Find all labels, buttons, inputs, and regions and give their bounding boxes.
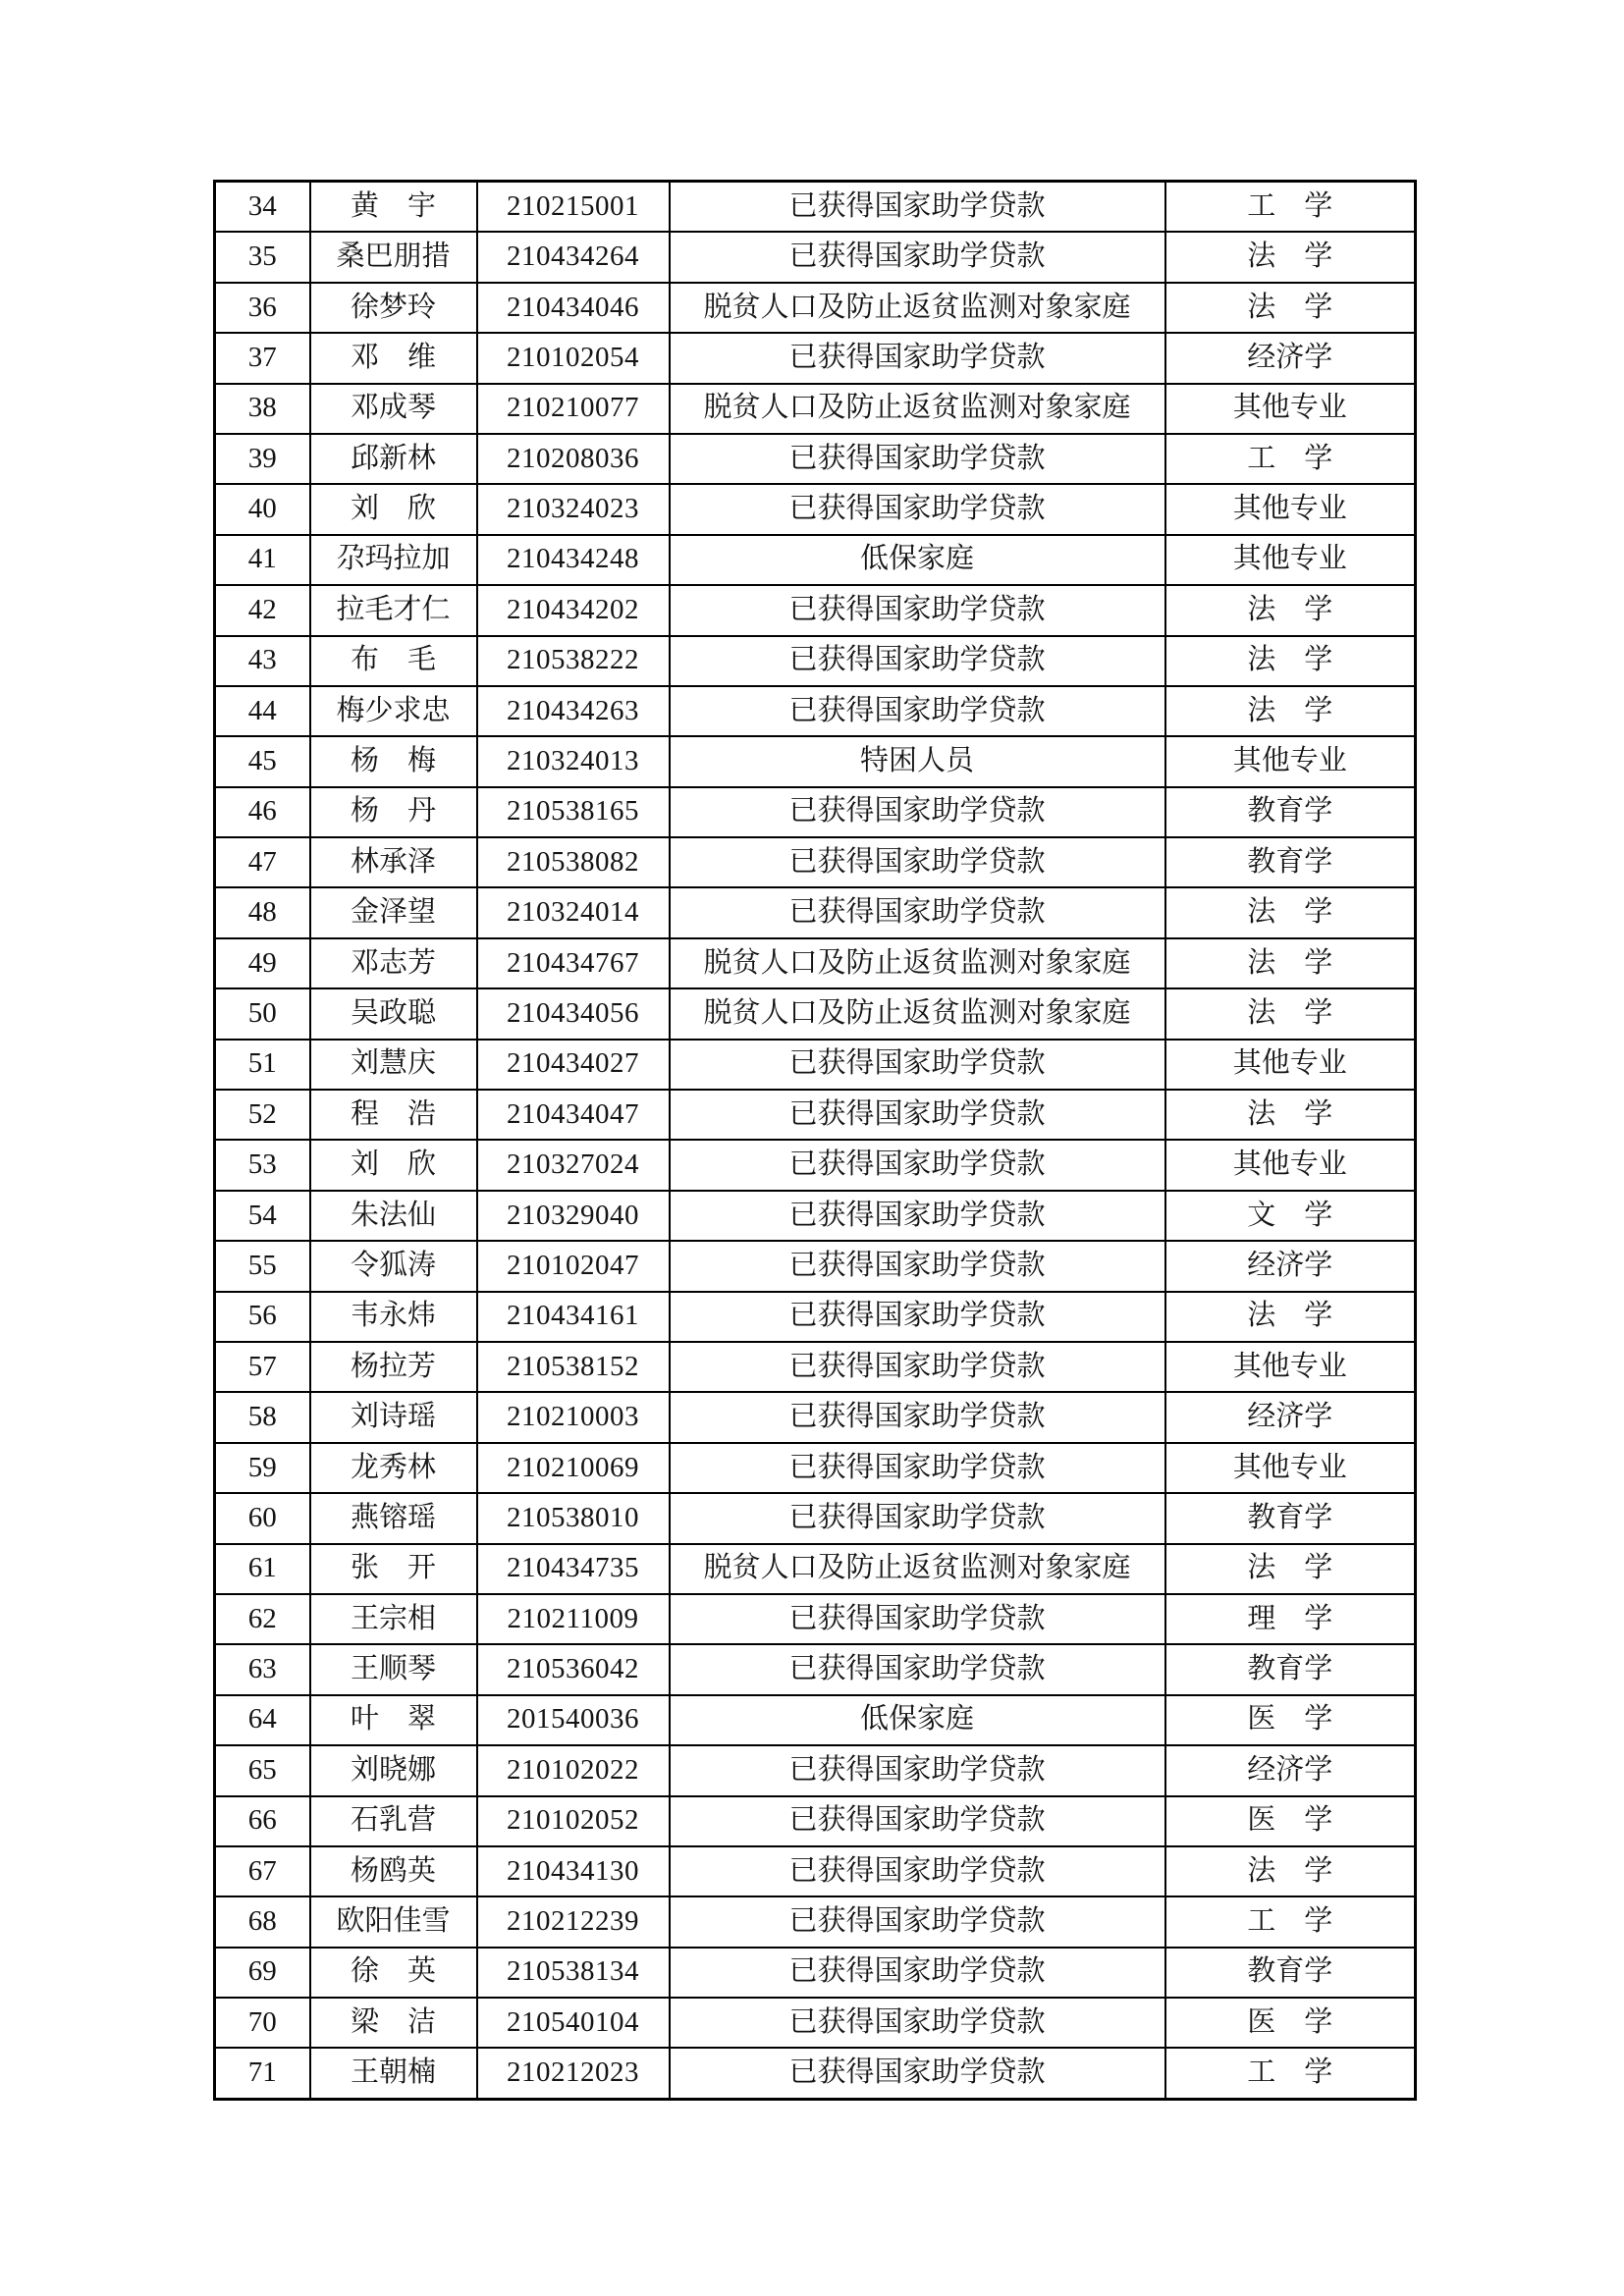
- table-row: [215, 1695, 1416, 1745]
- row-number-cell: 49: [215, 938, 310, 988]
- row-number-cell: 56: [215, 1292, 310, 1342]
- funding-category-cell: 已获得国家助学贷款: [670, 837, 1165, 887]
- student-name-cell: 程 浩: [310, 1090, 477, 1140]
- discipline-cell: 文 学: [1165, 1191, 1416, 1241]
- row-number-cell: 59: [215, 1443, 310, 1493]
- student-name-cell: 邓 维: [310, 333, 477, 383]
- student-name-cell: 燕镕瑶: [310, 1493, 477, 1543]
- row-number-cell: 60: [215, 1493, 310, 1543]
- funding-category-cell: 脱贫人口及防止返贫监测对象家庭: [670, 283, 1165, 333]
- row-number-cell: 57: [215, 1342, 310, 1392]
- table-row: [215, 535, 1416, 585]
- student-name-cell: 刘慧庆: [310, 1040, 477, 1090]
- row-number-cell: 47: [215, 837, 310, 887]
- discipline-cell: 法 学: [1165, 1846, 1416, 1896]
- discipline-cell: 其他专业: [1165, 1443, 1416, 1493]
- row-number-cell: 38: [215, 384, 310, 434]
- row-number-cell: 40: [215, 484, 310, 534]
- table-row: [215, 1241, 1416, 1291]
- discipline-cell: 其他专业: [1165, 484, 1416, 534]
- table-body: [215, 182, 1416, 2100]
- discipline-cell: 法 学: [1165, 1292, 1416, 1342]
- student-id-cell: 210212023: [477, 2048, 670, 2099]
- discipline-cell: 法 学: [1165, 1090, 1416, 1140]
- discipline-cell: 教育学: [1165, 1948, 1416, 1998]
- student-id-cell: 210434202: [477, 585, 670, 635]
- row-number-cell: 67: [215, 1846, 310, 1896]
- table-row: [215, 787, 1416, 837]
- funding-category-cell: 已获得国家助学贷款: [670, 1644, 1165, 1694]
- table-row: [215, 1493, 1416, 1543]
- student-name-cell: 徐梦玲: [310, 283, 477, 333]
- discipline-cell: 教育学: [1165, 1493, 1416, 1543]
- student-name-cell: 杨 梅: [310, 736, 477, 786]
- row-number-cell: 71: [215, 2048, 310, 2099]
- student-name-cell: 吴政聪: [310, 988, 477, 1039]
- discipline-cell: 法 学: [1165, 938, 1416, 988]
- table-row: [215, 182, 1416, 233]
- discipline-cell: 其他专业: [1165, 736, 1416, 786]
- discipline-cell: 医 学: [1165, 1796, 1416, 1846]
- student-id-cell: 210434161: [477, 1292, 670, 1342]
- row-number-cell: 66: [215, 1796, 310, 1846]
- student-name-cell: 龙秀林: [310, 1443, 477, 1493]
- row-number-cell: 34: [215, 182, 310, 233]
- table-row: [215, 1392, 1416, 1442]
- student-name-cell: 金泽望: [310, 887, 477, 937]
- discipline-cell: 法 学: [1165, 232, 1416, 282]
- table-row: [215, 283, 1416, 333]
- row-number-cell: 54: [215, 1191, 310, 1241]
- discipline-cell: 其他专业: [1165, 1140, 1416, 1190]
- student-name-cell: 桑巴朋措: [310, 232, 477, 282]
- funding-category-cell: 脱贫人口及防止返贫监测对象家庭: [670, 1544, 1165, 1594]
- student-name-cell: 石乳营: [310, 1796, 477, 1846]
- student-id-cell: 210102054: [477, 333, 670, 383]
- student-id-cell: 210102047: [477, 1241, 670, 1291]
- discipline-cell: 医 学: [1165, 1695, 1416, 1745]
- student-name-cell: 梁 洁: [310, 1998, 477, 2048]
- student-name-cell: 杨拉芳: [310, 1342, 477, 1392]
- discipline-cell: 经济学: [1165, 1241, 1416, 1291]
- table-row: [215, 636, 1416, 686]
- table-row: [215, 1948, 1416, 1998]
- table-row: [215, 1342, 1416, 1392]
- table-row: [215, 2048, 1416, 2099]
- student-id-cell: 210215001: [477, 182, 670, 233]
- student-id-cell: 210210069: [477, 1443, 670, 1493]
- discipline-cell: 工 学: [1165, 434, 1416, 484]
- discipline-cell: 医 学: [1165, 1998, 1416, 2048]
- table-row: [215, 1644, 1416, 1694]
- student-id-cell: 210434735: [477, 1544, 670, 1594]
- student-funding-table: [213, 180, 1417, 2101]
- discipline-cell: 工 学: [1165, 2048, 1416, 2099]
- student-id-cell: 210538222: [477, 636, 670, 686]
- student-id-cell: 210211009: [477, 1594, 670, 1644]
- row-number-cell: 46: [215, 787, 310, 837]
- funding-category-cell: 已获得国家助学贷款: [670, 1998, 1165, 2048]
- funding-category-cell: 已获得国家助学贷款: [670, 1594, 1165, 1644]
- student-id-cell: 210538152: [477, 1342, 670, 1392]
- student-name-cell: 邓志芳: [310, 938, 477, 988]
- funding-category-cell: 已获得国家助学贷款: [670, 182, 1165, 233]
- funding-category-cell: 已获得国家助学贷款: [670, 1241, 1165, 1291]
- table-row: [215, 1040, 1416, 1090]
- discipline-cell: 教育学: [1165, 837, 1416, 887]
- table-row: [215, 1292, 1416, 1342]
- student-id-cell: 210208036: [477, 434, 670, 484]
- funding-category-cell: 已获得国家助学贷款: [670, 1948, 1165, 1998]
- student-name-cell: 刘晓娜: [310, 1745, 477, 1795]
- funding-category-cell: 已获得国家助学贷款: [670, 1040, 1165, 1090]
- table-row: [215, 686, 1416, 736]
- funding-category-cell: 已获得国家助学贷款: [670, 434, 1165, 484]
- student-name-cell: 邱新林: [310, 434, 477, 484]
- row-number-cell: 69: [215, 1948, 310, 1998]
- student-name-cell: 张 开: [310, 1544, 477, 1594]
- discipline-cell: 法 学: [1165, 585, 1416, 635]
- funding-category-cell: 已获得国家助学贷款: [670, 1392, 1165, 1442]
- funding-category-cell: 已获得国家助学贷款: [670, 1342, 1165, 1392]
- student-id-cell: 210324013: [477, 736, 670, 786]
- row-number-cell: 41: [215, 535, 310, 585]
- discipline-cell: 经济学: [1165, 1745, 1416, 1795]
- discipline-cell: 其他专业: [1165, 384, 1416, 434]
- student-id-cell: 210210003: [477, 1392, 670, 1442]
- row-number-cell: 64: [215, 1695, 310, 1745]
- table-row: [215, 1191, 1416, 1241]
- student-id-cell: 210540104: [477, 1998, 670, 2048]
- funding-category-cell: 已获得国家助学贷款: [670, 333, 1165, 383]
- row-number-cell: 55: [215, 1241, 310, 1291]
- student-id-cell: 210538082: [477, 837, 670, 887]
- discipline-cell: 教育学: [1165, 1644, 1416, 1694]
- student-name-cell: 韦永炜: [310, 1292, 477, 1342]
- funding-category-cell: 脱贫人口及防止返贫监测对象家庭: [670, 988, 1165, 1039]
- row-number-cell: 68: [215, 1896, 310, 1947]
- student-id-cell: 210538134: [477, 1948, 670, 1998]
- row-number-cell: 58: [215, 1392, 310, 1442]
- table-row: [215, 1745, 1416, 1795]
- funding-category-cell: 已获得国家助学贷款: [670, 686, 1165, 736]
- funding-category-cell: 已获得国家助学贷款: [670, 1745, 1165, 1795]
- student-id-cell: 210538165: [477, 787, 670, 837]
- row-number-cell: 52: [215, 1090, 310, 1140]
- discipline-cell: 教育学: [1165, 787, 1416, 837]
- row-number-cell: 45: [215, 736, 310, 786]
- discipline-cell: 法 学: [1165, 887, 1416, 937]
- row-number-cell: 35: [215, 232, 310, 282]
- row-number-cell: 53: [215, 1140, 310, 1190]
- discipline-cell: 工 学: [1165, 182, 1416, 233]
- funding-category-cell: 已获得国家助学贷款: [670, 1191, 1165, 1241]
- funding-category-cell: 已获得国家助学贷款: [670, 1846, 1165, 1896]
- funding-category-cell: 脱贫人口及防止返贫监测对象家庭: [670, 384, 1165, 434]
- discipline-cell: 其他专业: [1165, 535, 1416, 585]
- student-id-cell: 210434046: [477, 283, 670, 333]
- table-row: [215, 434, 1416, 484]
- discipline-cell: 理 学: [1165, 1594, 1416, 1644]
- student-name-cell: 徐 英: [310, 1948, 477, 1998]
- table-row: [215, 585, 1416, 635]
- row-number-cell: 44: [215, 686, 310, 736]
- row-number-cell: 43: [215, 636, 310, 686]
- student-name-cell: 黄 宇: [310, 182, 477, 233]
- row-number-cell: 62: [215, 1594, 310, 1644]
- funding-category-cell: 已获得国家助学贷款: [670, 636, 1165, 686]
- discipline-cell: 法 学: [1165, 1544, 1416, 1594]
- funding-category-cell: 已获得国家助学贷款: [670, 484, 1165, 534]
- funding-category-cell: 已获得国家助学贷款: [670, 1090, 1165, 1140]
- discipline-cell: 其他专业: [1165, 1040, 1416, 1090]
- student-id-cell: 210434264: [477, 232, 670, 282]
- table-row: [215, 837, 1416, 887]
- student-id-cell: 210329040: [477, 1191, 670, 1241]
- student-name-cell: 刘诗瑶: [310, 1392, 477, 1442]
- student-name-cell: 王顺琴: [310, 1644, 477, 1694]
- funding-category-cell: 已获得国家助学贷款: [670, 585, 1165, 635]
- table-row: [215, 938, 1416, 988]
- student-name-cell: 尕玛拉加: [310, 535, 477, 585]
- row-number-cell: 42: [215, 585, 310, 635]
- row-number-cell: 39: [215, 434, 310, 484]
- student-id-cell: 210210077: [477, 384, 670, 434]
- student-id-cell: 210434027: [477, 1040, 670, 1090]
- student-id-cell: 201540036: [477, 1695, 670, 1745]
- row-number-cell: 37: [215, 333, 310, 383]
- table-row: [215, 384, 1416, 434]
- student-id-cell: 210212239: [477, 1896, 670, 1947]
- student-id-cell: 210538010: [477, 1493, 670, 1543]
- table-row: [215, 887, 1416, 937]
- student-id-cell: 210434130: [477, 1846, 670, 1896]
- student-id-cell: 210434056: [477, 988, 670, 1039]
- student-name-cell: 王朝楠: [310, 2048, 477, 2099]
- table-row: [215, 1594, 1416, 1644]
- student-name-cell: 杨 丹: [310, 787, 477, 837]
- student-id-cell: 210434248: [477, 535, 670, 585]
- student-name-cell: 朱法仙: [310, 1191, 477, 1241]
- table-row: [215, 1796, 1416, 1846]
- row-number-cell: 48: [215, 887, 310, 937]
- student-id-cell: 210102052: [477, 1796, 670, 1846]
- funding-category-cell: 已获得国家助学贷款: [670, 1443, 1165, 1493]
- table-row: [215, 1140, 1416, 1190]
- student-name-cell: 杨鸥英: [310, 1846, 477, 1896]
- student-name-cell: 刘 欣: [310, 1140, 477, 1190]
- row-number-cell: 65: [215, 1745, 310, 1795]
- funding-category-cell: 已获得国家助学贷款: [670, 1796, 1165, 1846]
- discipline-cell: 法 学: [1165, 988, 1416, 1039]
- student-name-cell: 刘 欣: [310, 484, 477, 534]
- student-id-cell: 210536042: [477, 1644, 670, 1694]
- row-number-cell: 36: [215, 283, 310, 333]
- discipline-cell: 其他专业: [1165, 1342, 1416, 1392]
- student-id-cell: 210324023: [477, 484, 670, 534]
- student-id-cell: 210434047: [477, 1090, 670, 1140]
- student-id-cell: 210434263: [477, 686, 670, 736]
- table-row: [215, 988, 1416, 1039]
- student-name-cell: 拉毛才仁: [310, 585, 477, 635]
- funding-category-cell: 已获得国家助学贷款: [670, 2048, 1165, 2099]
- student-id-cell: 210324014: [477, 887, 670, 937]
- row-number-cell: 51: [215, 1040, 310, 1090]
- discipline-cell: 经济学: [1165, 333, 1416, 383]
- funding-category-cell: 已获得国家助学贷款: [670, 1896, 1165, 1947]
- table-row: [215, 1846, 1416, 1896]
- row-number-cell: 63: [215, 1644, 310, 1694]
- student-id-cell: 210102022: [477, 1745, 670, 1795]
- table-row: [215, 1544, 1416, 1594]
- funding-category-cell: 已获得国家助学贷款: [670, 787, 1165, 837]
- table-row: [215, 1896, 1416, 1947]
- funding-category-cell: 已获得国家助学贷款: [670, 1493, 1165, 1543]
- student-name-cell: 邓成琴: [310, 384, 477, 434]
- table-row: [215, 333, 1416, 383]
- student-name-cell: 欧阳佳雪: [310, 1896, 477, 1947]
- student-name-cell: 王宗相: [310, 1594, 477, 1644]
- student-name-cell: 令狐涛: [310, 1241, 477, 1291]
- student-name-cell: 林承泽: [310, 837, 477, 887]
- student-name-cell: 叶 翠: [310, 1695, 477, 1745]
- table-row: [215, 1443, 1416, 1493]
- table-row: [215, 736, 1416, 786]
- student-name-cell: 布 毛: [310, 636, 477, 686]
- funding-category-cell: 已获得国家助学贷款: [670, 887, 1165, 937]
- funding-category-cell: 脱贫人口及防止返贫监测对象家庭: [670, 938, 1165, 988]
- row-number-cell: 50: [215, 988, 310, 1039]
- table-row: [215, 484, 1416, 534]
- row-number-cell: 70: [215, 1998, 310, 2048]
- discipline-cell: 法 学: [1165, 283, 1416, 333]
- funding-category-cell: 已获得国家助学贷款: [670, 1292, 1165, 1342]
- table-row: [215, 1090, 1416, 1140]
- student-name-cell: 梅少求忠: [310, 686, 477, 736]
- student-id-cell: 210327024: [477, 1140, 670, 1190]
- funding-category-cell: 已获得国家助学贷款: [670, 232, 1165, 282]
- table-row: [215, 232, 1416, 282]
- student-id-cell: 210434767: [477, 938, 670, 988]
- discipline-cell: 工 学: [1165, 1896, 1416, 1947]
- funding-category-cell: 特困人员: [670, 736, 1165, 786]
- discipline-cell: 法 学: [1165, 686, 1416, 736]
- discipline-cell: 经济学: [1165, 1392, 1416, 1442]
- funding-category-cell: 低保家庭: [670, 535, 1165, 585]
- funding-category-cell: 低保家庭: [670, 1695, 1165, 1745]
- row-number-cell: 61: [215, 1544, 310, 1594]
- table-row: [215, 1998, 1416, 2048]
- funding-category-cell: 已获得国家助学贷款: [670, 1140, 1165, 1190]
- discipline-cell: 法 学: [1165, 636, 1416, 686]
